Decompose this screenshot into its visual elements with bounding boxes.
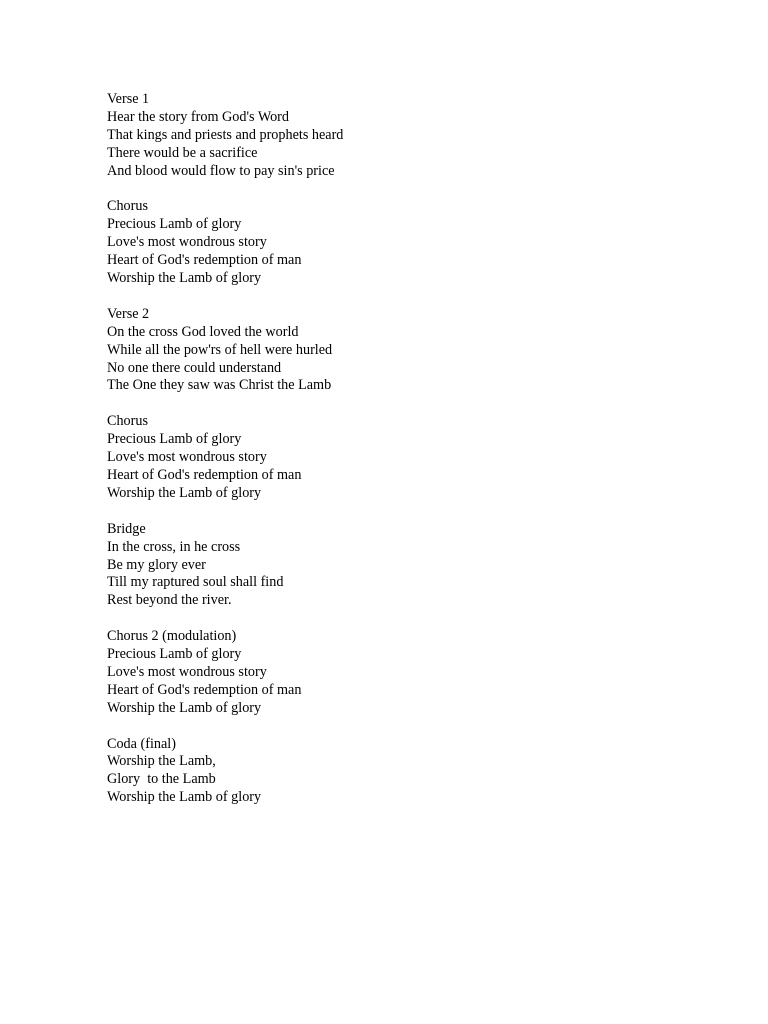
lyric-line: On the cross God loved the world bbox=[107, 323, 299, 340]
lyric-line: Heart of God's redemption of man bbox=[107, 252, 302, 269]
lyric-line: Be my glory ever bbox=[107, 556, 206, 573]
lyric-line: Precious Lamb of glory bbox=[107, 646, 242, 663]
lyric-line: Rest beyond the river. bbox=[107, 592, 232, 609]
lyric-line: Worship the Lamb of glory bbox=[107, 484, 262, 501]
lyric-line: Precious Lamb of glory bbox=[107, 431, 242, 448]
section-heading: Chorus bbox=[107, 413, 148, 430]
lyric-line: Love's most wondrous story bbox=[107, 234, 267, 251]
section-heading: Coda (final) bbox=[107, 735, 176, 752]
section-heading: Chorus bbox=[107, 198, 148, 215]
lyric-line: Worship the Lamb of glory bbox=[107, 789, 262, 806]
lyric-line: While all the pow'rs of hell were hurled bbox=[107, 341, 333, 358]
lyric-line: And blood would flow to pay sin's price bbox=[107, 162, 335, 179]
lyric-line: Worship the Lamb, bbox=[107, 753, 216, 770]
section-bridge bbox=[107, 521, 707, 611]
lyric-line: The One they saw was Christ the Lamb bbox=[107, 377, 332, 394]
lyric-line: Till my raptured soul shall find bbox=[107, 574, 284, 591]
section-heading: Chorus 2 (modulation) bbox=[107, 628, 237, 645]
lyric-line: Hear the story from God's Word bbox=[107, 108, 290, 125]
section-chorus-2 bbox=[107, 413, 707, 503]
section-verse-2 bbox=[107, 306, 707, 396]
section-coda bbox=[107, 736, 707, 808]
lyric-line: There would be a sacrifice bbox=[107, 144, 258, 161]
lyric-line: Worship the Lamb of glory bbox=[107, 270, 262, 287]
lyric-line: Love's most wondrous story bbox=[107, 663, 267, 680]
lyric-line: Heart of God's redemption of man bbox=[107, 681, 302, 698]
lyric-line: Love's most wondrous story bbox=[107, 449, 267, 466]
lyric-line: Heart of God's redemption of man bbox=[107, 466, 302, 483]
lyric-line: That kings and priests and prophets heard bbox=[107, 126, 344, 143]
lyric-line: In the cross, in he cross bbox=[107, 538, 241, 555]
lyric-line: No one there could understand bbox=[107, 359, 282, 376]
section-chorus-1 bbox=[107, 198, 707, 288]
lyrics-body bbox=[107, 91, 707, 825]
section-heading: Verse 1 bbox=[107, 91, 150, 107]
lyric-line: Worship the Lamb of glory bbox=[107, 699, 262, 716]
section-heading: Bridge bbox=[107, 520, 146, 537]
lyric-line: Glory to the Lamb bbox=[107, 771, 216, 788]
section-verse-1 bbox=[107, 91, 707, 181]
section-chorus-modulation bbox=[107, 628, 707, 718]
lyric-line: Precious Lamb of glory bbox=[107, 216, 242, 233]
section-heading: Verse 2 bbox=[107, 305, 150, 322]
